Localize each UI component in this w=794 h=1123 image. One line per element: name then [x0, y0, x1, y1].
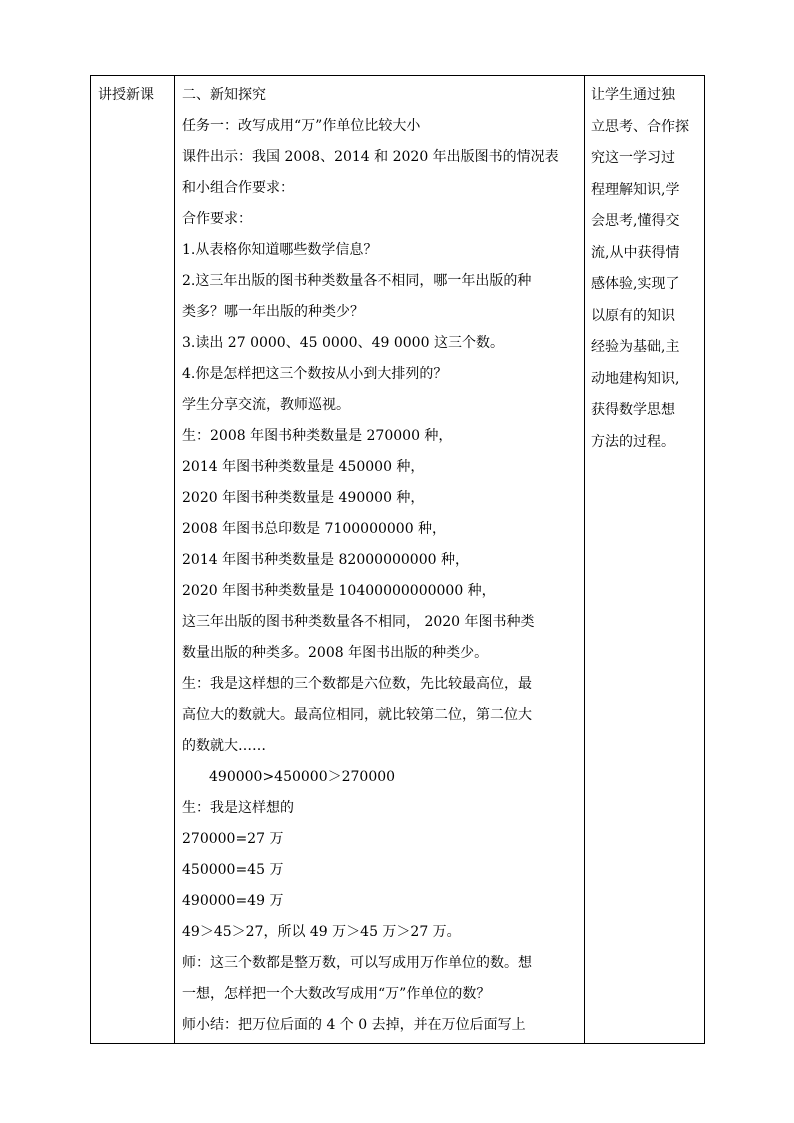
content-line: 师小结：把万位后面的 4 个 0 去掉，并在万位后面写上: [182, 1017, 526, 1033]
content-line: 2.这三年出版的图书种类数量各不相同，哪一年出版的种: [182, 273, 532, 289]
content-line: 2020 年图书种类数量是 490000 种，: [182, 490, 425, 506]
notes-line: 方法的过程。: [591, 433, 675, 450]
content-line: 生：2008 年图书种类数量是 270000 种，: [182, 428, 453, 444]
content-line: 2020 年图书种类数量是 10400000000000 种，: [182, 583, 496, 599]
lesson-plan-table: [90, 75, 705, 1044]
content-line: 高位大的数就大。最高位相同，就比较第二位，第二位大: [182, 707, 532, 723]
notes-line: 让学生通过独: [591, 87, 675, 103]
content-line: 课件出示：我国 2008、2014 和 2020 年出版图书的情况表: [182, 149, 559, 165]
table-row: [91, 76, 705, 1044]
content-line: 2014 年图书种类数量是 82000000000 种，: [182, 552, 469, 568]
content-line: 二、新知探究: [182, 87, 266, 103]
content-line: 一想，怎样把一个大数改写成用“万”作单位的数？: [182, 986, 491, 1002]
content-line: 450000=45 万: [182, 862, 284, 878]
content-line: 4.你是怎样把这三个数按从小到大排列的？: [182, 366, 448, 382]
content-line: 师：这三个数都是整万数，可以写成用万作单位的数。想: [182, 955, 532, 971]
content-cell: [175, 76, 585, 1044]
content-line: 2008 年图书总印数是 7100000000 种，: [182, 521, 447, 537]
content-line: 生：我是这样想的三个数都是六位数，先比较最高位，最: [182, 676, 532, 692]
content-line: 3.读出 27 0000、45 0000、49 0000 这三个数。: [182, 335, 504, 351]
notes-line: 动地建构知识,: [591, 370, 680, 387]
stage-cell: [91, 76, 175, 1044]
content-line: 学生分享交流，教师巡视。: [182, 397, 350, 413]
content-line: 49＞45＞27，所以 49 万＞45 万＞27 万。: [182, 924, 461, 940]
content-line: 这三年出版的图书种类数量各不相同， 2020 年图书种类: [182, 614, 535, 630]
notes-line: 会思考,懂得交: [591, 213, 680, 229]
content-line: 的数就大……: [182, 738, 266, 754]
notes-line: 以原有的知识: [591, 307, 675, 324]
content-line: 2014 年图书种类数量是 450000 种，: [182, 459, 425, 475]
content-line: 任务一：改写成用“万”作单位比较大小: [182, 118, 421, 134]
notes-line: 程理解知识,学: [591, 181, 680, 198]
content-line: 和小组合作要求：: [182, 180, 294, 196]
notes-line: 经验为基础,主: [591, 339, 680, 355]
notes-line: 流,从中获得情: [591, 244, 680, 261]
stage-label: 讲授新课: [98, 87, 154, 103]
notes-line: 究这一学习过: [591, 150, 675, 166]
notes-line: 立思考、合作探: [591, 118, 689, 135]
notes-cell: [585, 76, 705, 1044]
content-line: 生：我是这样想的: [182, 800, 294, 816]
content-line: 270000=27 万: [182, 831, 284, 847]
content-line: 490000>450000＞270000: [209, 769, 396, 785]
content-line: 数量出版的种类多。2008 年图书出版的种类少。: [182, 645, 489, 661]
content-line: 类多？哪一年出版的种类少？: [182, 304, 364, 320]
content-line: 合作要求：: [182, 211, 252, 227]
content-line: 1.从表格你知道哪些数学信息？: [182, 242, 378, 258]
content-line: 490000=49 万: [182, 893, 284, 909]
notes-line: 获得数学思想: [591, 402, 675, 418]
notes-line: 感体验,实现了: [591, 276, 680, 292]
